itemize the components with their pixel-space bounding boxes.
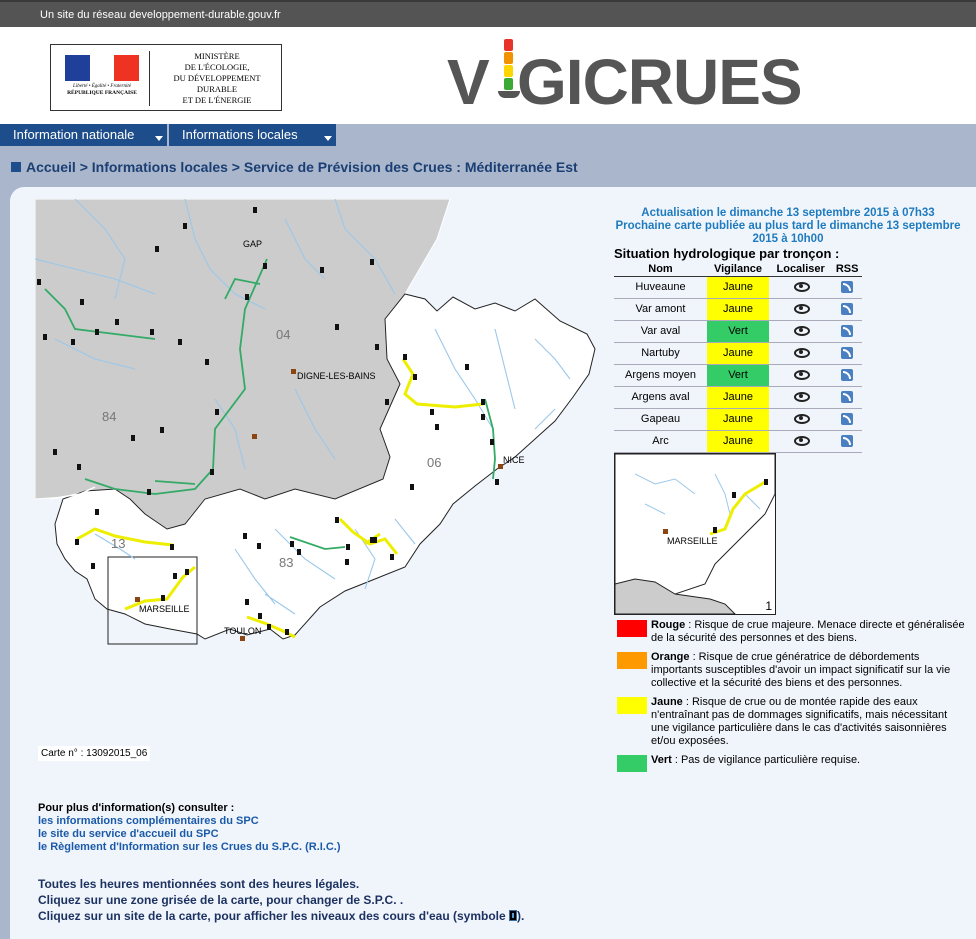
label-dept-83: 83 (279, 555, 294, 570)
nav-information-nationale[interactable]: Information nationale (0, 124, 169, 146)
vigilance-map[interactable] (35, 199, 605, 669)
legend-swatch (617, 755, 647, 772)
rss-icon (841, 369, 853, 381)
main-nav (0, 124, 976, 146)
table-header: Nom Vigilance Localiser RSS (614, 262, 862, 276)
vigilance-table (614, 262, 862, 453)
legend-swatch (617, 652, 647, 669)
vigicrues-logo[interactable]: V GICRUES (447, 42, 817, 122)
legend-swatch (617, 697, 647, 714)
legend-item: Rouge : Risque de crue majeure. Menace directe et généralisée de la sécurité des personnes et des biens. (617, 619, 967, 645)
section-name: Var aval (614, 320, 707, 342)
label-marseille: MARSEILLE (139, 604, 190, 614)
label-nice: NICE (503, 455, 525, 465)
more-info: Pour plus d'information(s) consulter : les informations complémentaires du SPC le site du service d'accueil du SPC le Règlement d'Information sur les Crues du S.P.C. (R.I.C.) (38, 802, 341, 853)
breadcrumb-text[interactable]: Accueil > Informations locales > Service de Prévision des Crues : Méditerranée Est (26, 159, 578, 175)
eye-icon (793, 303, 809, 312)
breadcrumb (0, 146, 976, 188)
vigilance-level: Jaune (707, 408, 769, 430)
ministry-name: MINISTÈRE DE L'ÉCOLOGIE, DU DÉVELOPPEMENT DURABLE ET DE L'ÉNERGIE (173, 51, 261, 105)
link-spc-complementary[interactable]: les informations complémentaires du SPC (38, 815, 259, 827)
label-toulon: TOULON (224, 626, 262, 636)
rss-button[interactable] (832, 342, 862, 364)
rss-icon (841, 391, 853, 403)
rss-icon (841, 435, 853, 447)
table-row (614, 364, 862, 386)
situation-title: Situation hydrologique par tronçon : (614, 246, 840, 261)
section-name: Huveaune (614, 276, 707, 298)
vigilance-legend (617, 619, 967, 773)
chevron-down-icon (155, 136, 163, 141)
locate-button[interactable] (769, 430, 832, 452)
table-row (614, 430, 862, 452)
rss-icon (841, 347, 853, 359)
eye-icon (793, 369, 809, 378)
locate-button[interactable] (769, 320, 832, 342)
nav-informations-locales[interactable]: Informations locales (169, 124, 338, 146)
site-header (0, 27, 976, 124)
label-gap: GAP (243, 239, 263, 249)
breadcrumb-bullet-icon (11, 162, 21, 172)
table-row (614, 298, 862, 320)
table-row (614, 342, 862, 364)
locate-button[interactable] (769, 276, 832, 298)
label-digne: DIGNE-LES-BAINS (297, 371, 376, 381)
vigilance-level: Vert (707, 320, 769, 342)
republic-caption: Liberté • Égalité • Fraternité RÉPUBLIQUE FRANÇAISE (67, 84, 137, 96)
legend-item: Jaune : Risque de crue ou de montée rapide des eaux n'entraînant pas de dommages significatifs, mais nécessitant une vigilance particulière dans le cas d'activités saisonnières et/ou exposées. (617, 696, 967, 748)
eye-icon (793, 347, 809, 356)
locate-button[interactable] (769, 364, 832, 386)
ministry-logo[interactable] (50, 44, 282, 111)
section-name: Argens moyen (614, 364, 707, 386)
rss-button[interactable] (832, 276, 862, 298)
rss-button[interactable] (832, 298, 862, 320)
section-name: Nartuby (614, 342, 707, 364)
rss-icon (841, 303, 853, 315)
rss-icon (841, 413, 853, 425)
marseille-inset-map[interactable] (614, 453, 776, 615)
legend-swatch (617, 620, 647, 637)
marianne-flag-icon (65, 55, 139, 81)
help-notes: Toutes les heures mentionnées sont des heures légales. Cliquez sur une zone grisée de la carte, pour changer de S.P.C. . Cliquez sur un site de la carte, pour afficher les niveaux des cours d'eau (symbole ). (38, 877, 525, 923)
section-name: Gapeau (614, 408, 707, 430)
map-number: Carte n° : 13092015_06 (38, 746, 150, 761)
vigilance-level: Jaune (707, 276, 769, 298)
ministry-divider (149, 51, 150, 106)
eye-icon (793, 281, 809, 290)
locate-button[interactable] (769, 342, 832, 364)
eye-icon (793, 325, 809, 334)
eye-icon (793, 413, 809, 422)
inset-number: 1 (765, 599, 772, 613)
rss-button[interactable] (832, 430, 862, 452)
rss-button[interactable] (832, 320, 862, 342)
table-row (614, 276, 862, 298)
update-info: Actualisation le dimanche 13 septembre 2015 à 07h33 Prochaine carte publiée au plus tard le dimanche 13 septembre 2015 à 10h00 (615, 207, 961, 245)
inset-label-marseille: MARSEILLE (667, 536, 718, 546)
table-row (614, 320, 862, 342)
vigilance-level: Jaune (707, 386, 769, 408)
link-ric[interactable]: le Règlement d'Information sur les Crues du S.P.C. (R.I.C.) (38, 841, 341, 853)
chevron-down-icon (324, 136, 332, 141)
network-banner-text[interactable]: Un site du réseau developpement-durable.gouv.fr (40, 9, 281, 21)
locate-button[interactable] (769, 298, 832, 320)
section-name: Arc (614, 430, 707, 452)
label-dept-04: 04 (276, 327, 291, 342)
traffic-light-icon (502, 39, 515, 99)
rss-icon (841, 281, 853, 293)
table-row (614, 408, 862, 430)
rss-button[interactable] (832, 408, 862, 430)
vigilance-level: Jaune (707, 342, 769, 364)
label-dept-06: 06 (427, 455, 442, 470)
eye-icon (793, 391, 809, 400)
legend-item: Vert : Pas de vigilance particulière requise. (617, 754, 967, 767)
network-banner (0, 0, 976, 27)
vigilance-level: Vert (707, 364, 769, 386)
vigilance-level: Jaune (707, 298, 769, 320)
eye-icon (793, 435, 809, 444)
locate-button[interactable] (769, 386, 832, 408)
rss-button[interactable] (832, 386, 862, 408)
section-name: Argens aval (614, 386, 707, 408)
legend-item: Orange : Risque de crue génératrice de débordements importants susceptibles d'avoir un impact significatif sur la vie collective et la sécurité des biens et des personnes. (617, 651, 967, 690)
section-name: Var amont (614, 298, 707, 320)
rss-icon (841, 325, 853, 337)
station-symbol-icon (509, 910, 517, 921)
vigilance-level: Jaune (707, 430, 769, 452)
table-row (614, 386, 862, 408)
label-dept-84: 84 (102, 409, 117, 424)
link-spc-site[interactable]: le site du service d'accueil du SPC (38, 828, 219, 840)
locate-button[interactable] (769, 408, 832, 430)
label-dept-13: 13 (111, 536, 126, 551)
rss-button[interactable] (832, 364, 862, 386)
